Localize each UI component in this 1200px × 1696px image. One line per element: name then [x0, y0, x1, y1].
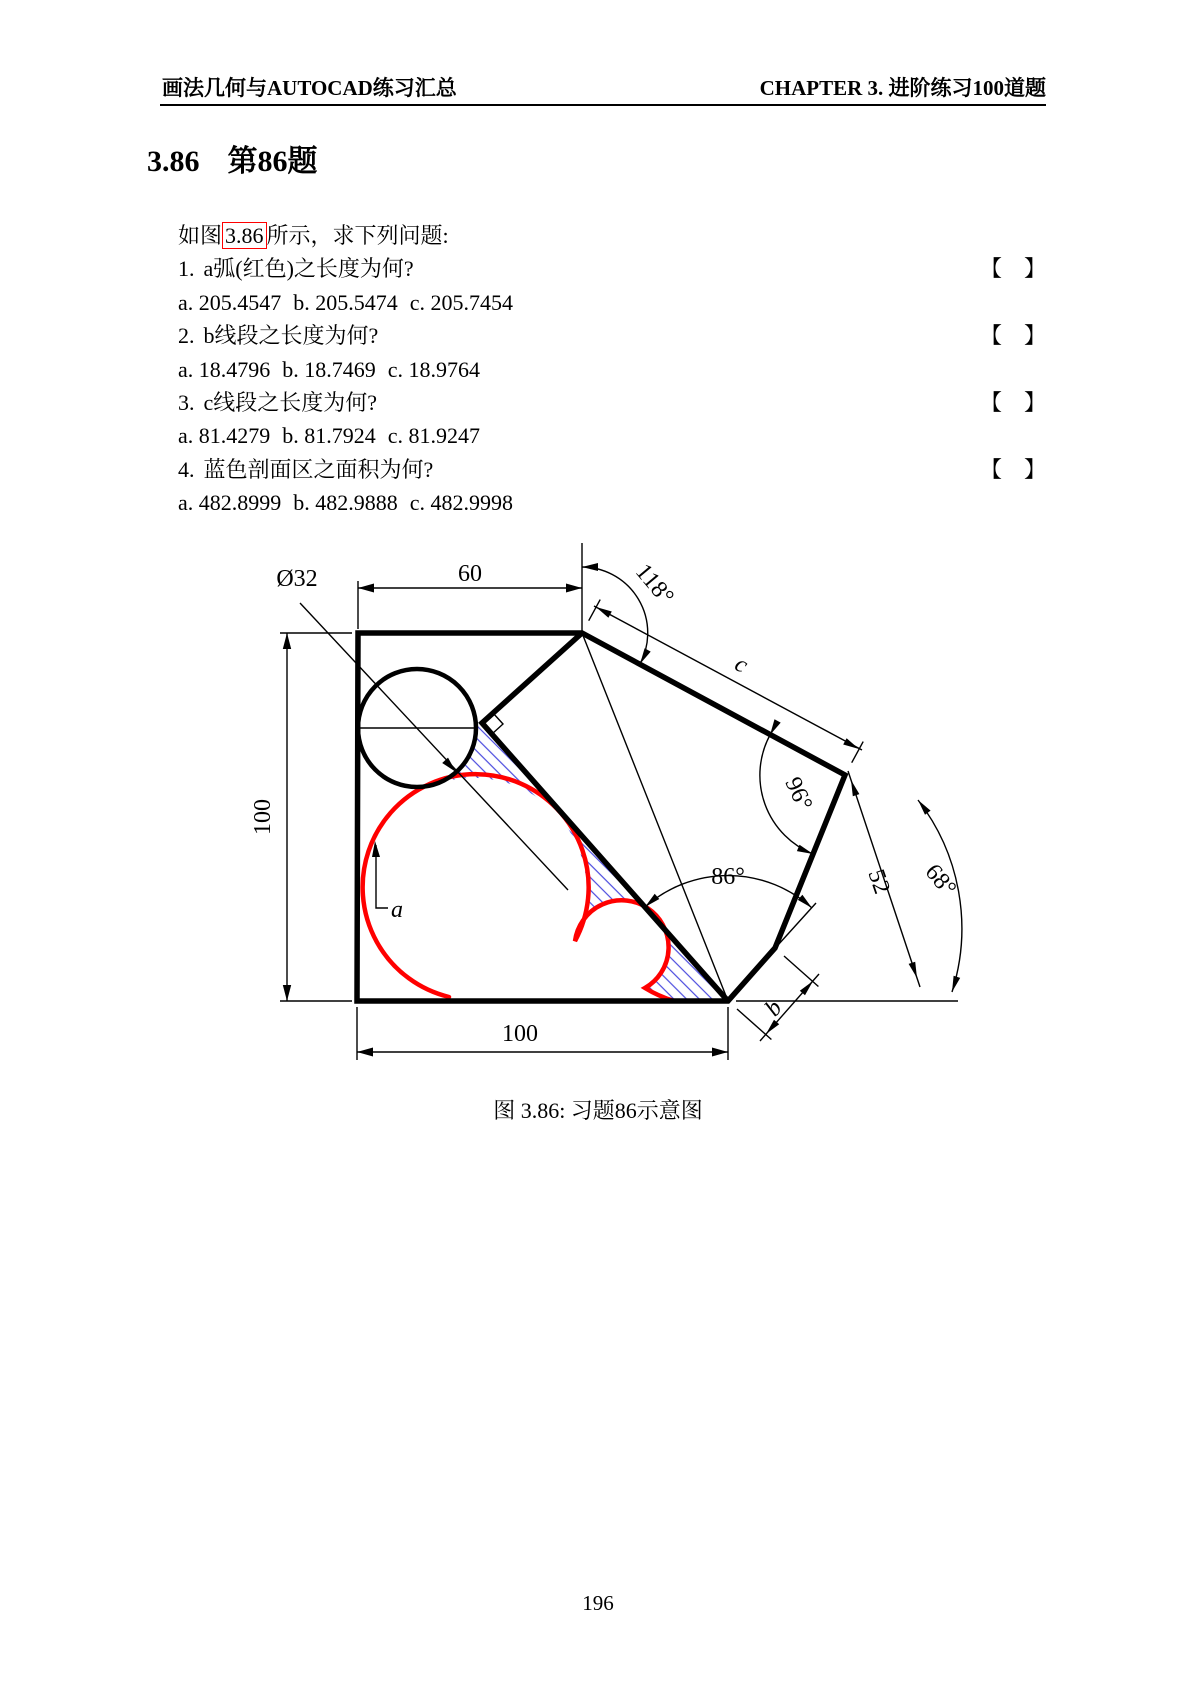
label-86: 86° — [711, 864, 745, 890]
option-a: a. 81.4279 — [178, 423, 271, 449]
option-a: a. 482.8999 — [178, 490, 282, 516]
options-line — [178, 486, 1046, 519]
option-b: b. 205.5474 — [293, 289, 398, 315]
question-line — [178, 386, 1046, 419]
answer-bracket: 【 】 — [979, 323, 1046, 349]
label-b: b — [760, 995, 788, 1022]
header-rule — [160, 104, 1046, 106]
question-number: 2. — [178, 323, 195, 349]
header-left-title: 画法几何与AUTOCAD练习汇总 — [162, 76, 457, 100]
intro-before: 如图 — [178, 223, 223, 248]
cad-drawing-svg — [250, 535, 970, 1065]
question-line — [178, 319, 1046, 352]
option-a: a. 205.4547 — [178, 289, 282, 315]
figure-drawing — [250, 535, 970, 1065]
header-right-title: CHAPTER 3. 进阶练习100道题 — [759, 76, 1046, 100]
page-number: 196 — [582, 1591, 614, 1615]
question-block — [178, 219, 1046, 520]
question-number: 4. — [178, 456, 195, 482]
diameter-leader-line — [300, 603, 568, 890]
question-text: a弧(红色)之长度为何? — [203, 256, 414, 282]
section-name: 第86题 — [227, 145, 318, 178]
label-60: 60 — [458, 561, 482, 587]
label-68: 68° — [919, 859, 962, 902]
intro-after: 所示，求下列问题: — [266, 223, 449, 248]
option-c: c. 81.9247 — [387, 423, 481, 449]
section-title — [147, 136, 318, 180]
dim-100-bottom — [357, 1007, 728, 1060]
label-diameter: Ø32 — [276, 566, 318, 592]
figure-caption: 图 3.86: 习题86示意图 — [493, 1098, 703, 1123]
label-100-bottom: 100 — [502, 1021, 538, 1047]
question-line — [178, 252, 1046, 285]
construction-lines — [300, 543, 958, 1001]
question-text: c线段之长度为何? — [203, 389, 378, 415]
question-number: 1. — [178, 256, 195, 282]
option-b: b. 81.7924 — [282, 423, 376, 449]
inner-thick-diagonals — [482, 633, 728, 1001]
option-b: b. 482.9888 — [293, 490, 398, 516]
figure-reference-link[interactable]: 3.86 — [222, 222, 267, 249]
intro-line — [178, 219, 1046, 252]
dim-c — [589, 600, 864, 763]
label-100-left: 100 — [250, 799, 276, 835]
question-text: 蓝色剖面区之面积为何? — [203, 456, 434, 482]
label-52: 52 — [862, 866, 895, 898]
options-line — [178, 286, 1046, 319]
diagonal-b-to-e — [582, 633, 728, 1001]
dim-b — [737, 956, 819, 1041]
question-line — [178, 453, 1046, 486]
options-line — [178, 353, 1046, 386]
label-96: 96° — [779, 773, 818, 815]
question-text: b线段之长度为何? — [203, 323, 379, 349]
section-number: 3.86 — [147, 145, 200, 178]
option-c: c. 205.7454 — [409, 289, 514, 315]
label-c: c — [730, 650, 753, 679]
label-a: a — [391, 897, 403, 923]
question-number: 3. — [178, 389, 195, 415]
answer-bracket: 【 】 — [979, 256, 1046, 282]
dim-60 — [358, 581, 582, 629]
option-b: b. 18.7469 — [282, 356, 376, 382]
label-118: 118° — [630, 559, 679, 610]
option-a: a. 18.4796 — [178, 356, 271, 382]
options-line — [178, 419, 1046, 452]
dim-100-left — [280, 633, 352, 1001]
answer-bracket: 【 】 — [979, 456, 1046, 482]
option-c: c. 18.9764 — [387, 356, 481, 382]
option-c: c. 482.9998 — [409, 490, 514, 516]
arrowheads — [283, 563, 960, 1057]
answer-bracket: 【 】 — [979, 389, 1046, 415]
outline-polygon — [357, 633, 845, 1001]
